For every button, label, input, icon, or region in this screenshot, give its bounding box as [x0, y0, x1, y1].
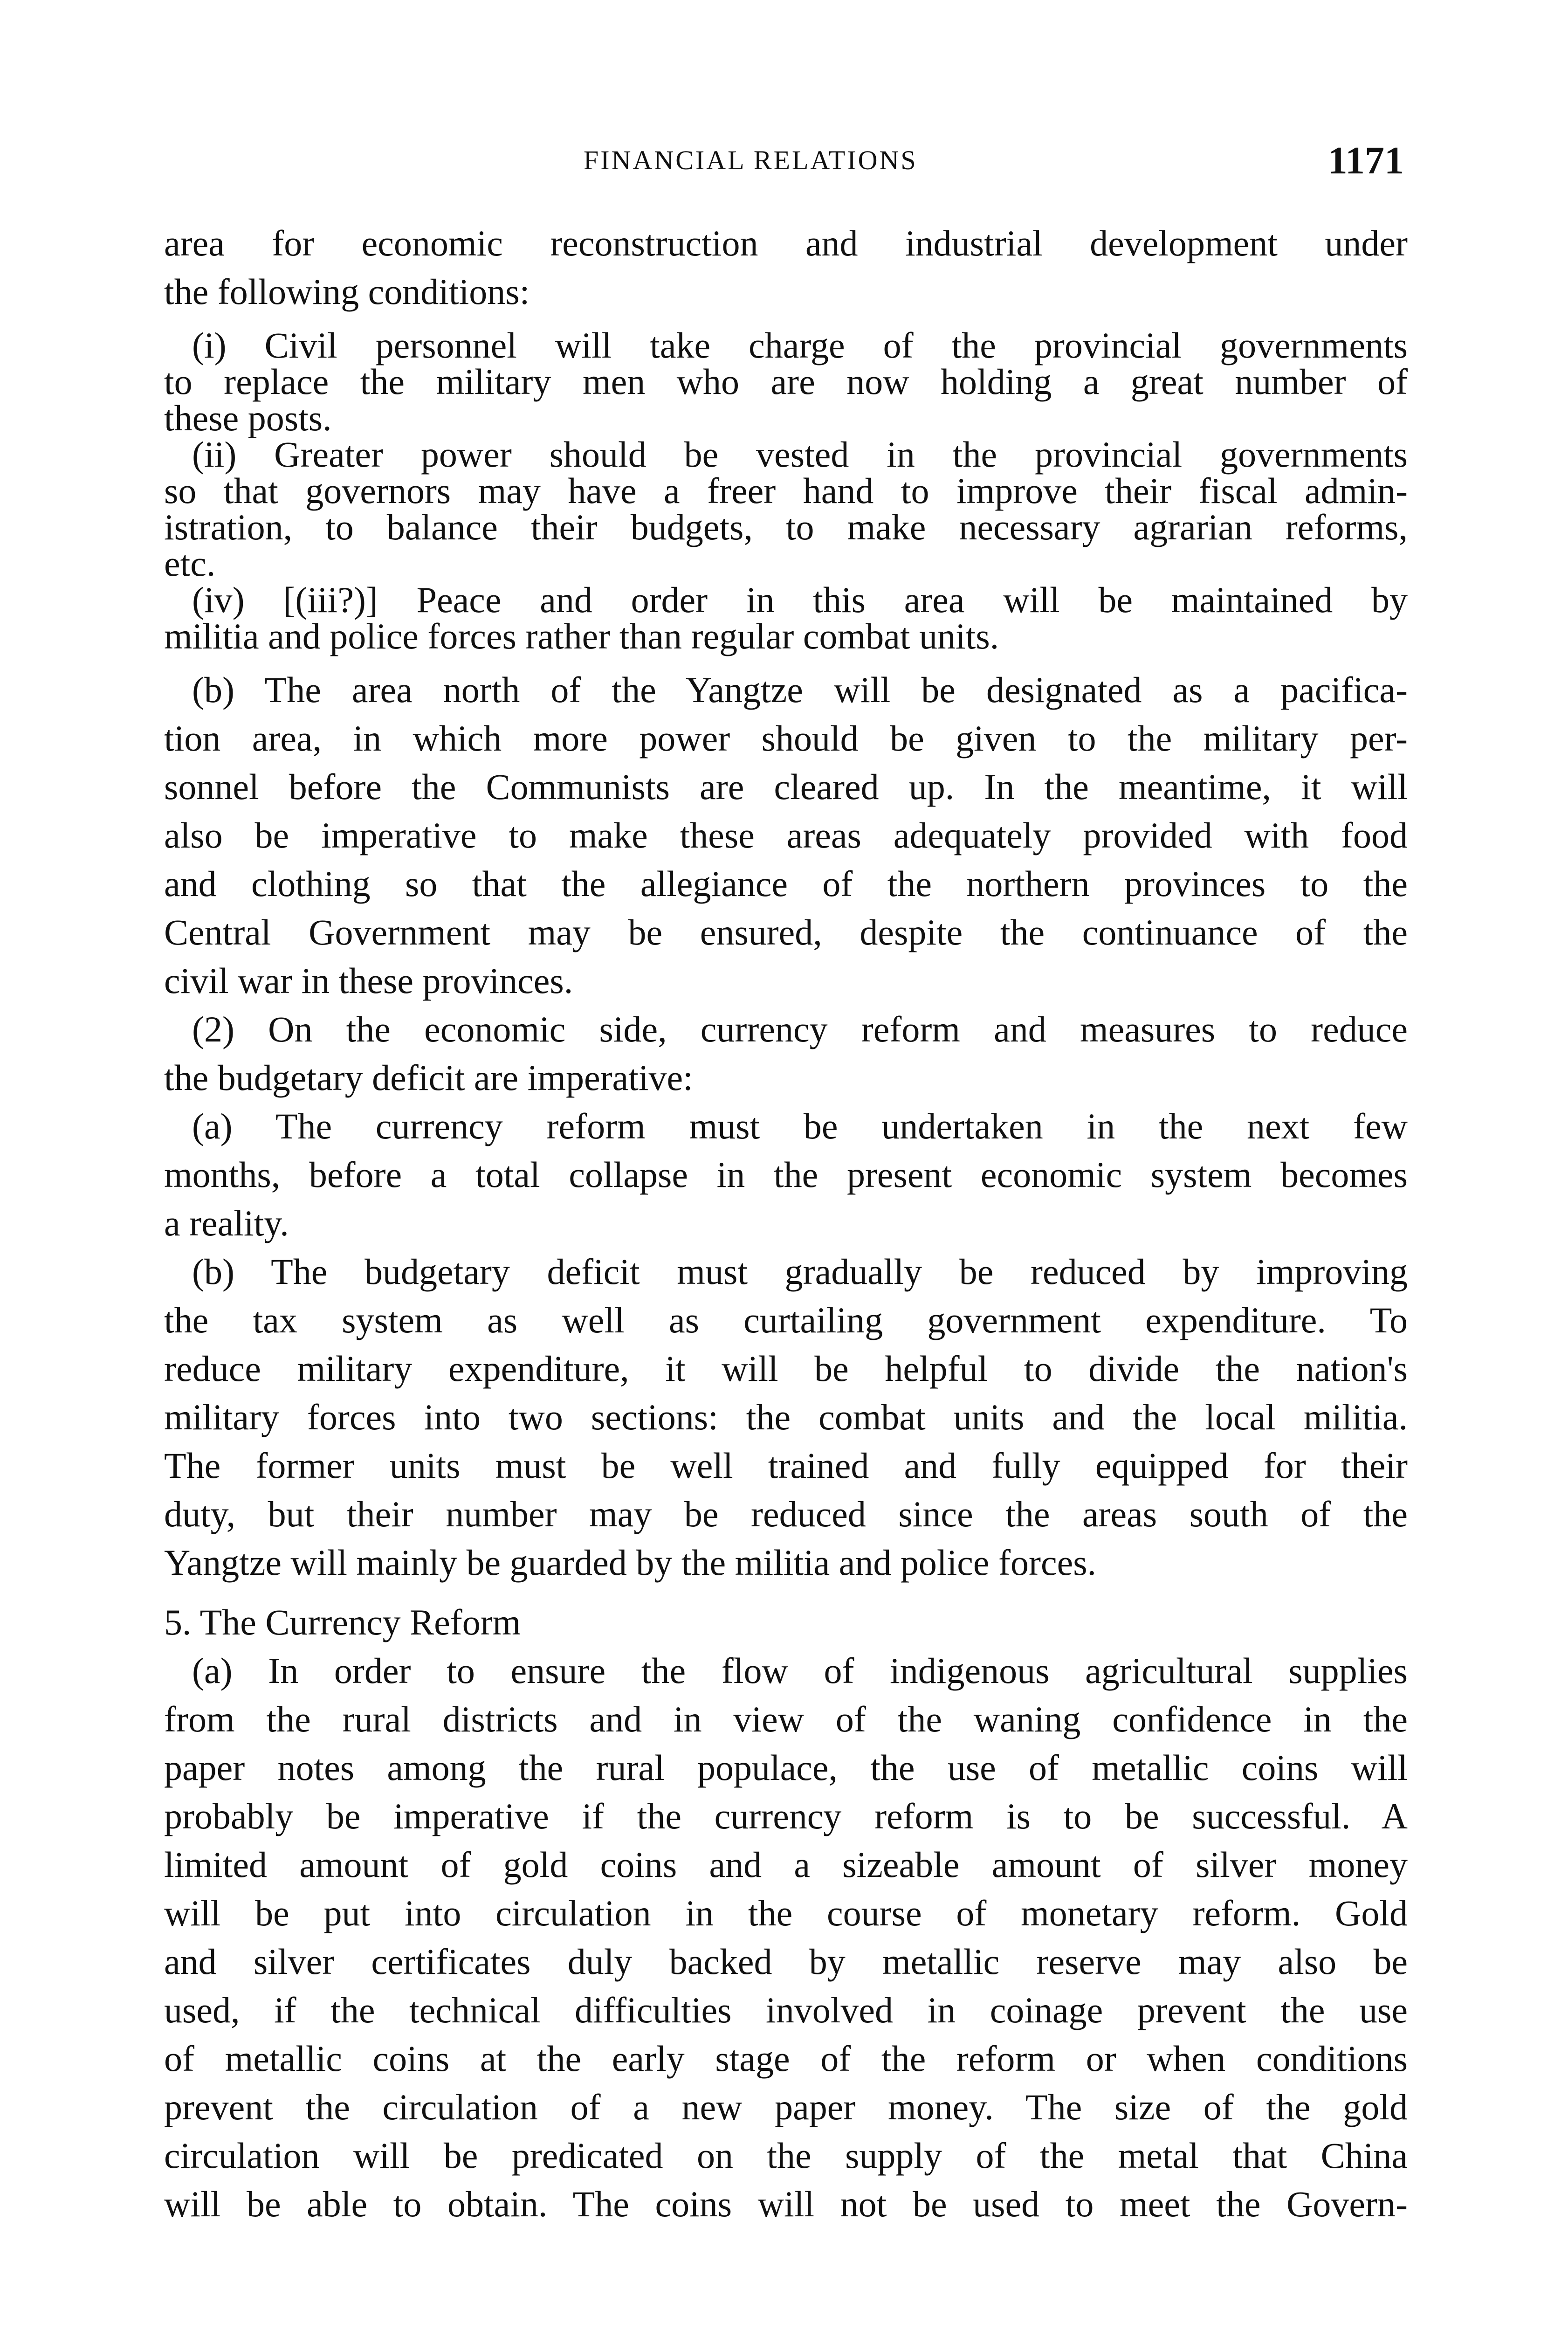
text-line: limited amount of gold coins and a sizeable amount of silver money — [164, 1844, 1408, 1885]
body-text — [164, 219, 1408, 2228]
text-line: (ii) Greater power should be vested in the provincial governments — [192, 434, 1408, 475]
text-line: the following conditions: — [164, 271, 530, 312]
text-line: sonnel before the Communists are cleared up. In the meantime, it will — [164, 766, 1408, 807]
paragraph-gap — [164, 1587, 1408, 1598]
text-line: reduce military expenditure, it will be helpful to divide the nation's — [164, 1348, 1408, 1389]
text-line: etc. — [164, 543, 216, 584]
text-line: (2) On the economic side, currency reform and measures to reduce — [192, 1009, 1408, 1049]
text-line: militia and police forces rather than regular combat units. — [164, 616, 999, 656]
text-line: military forces into two sections: the combat units and the local militia. — [164, 1397, 1408, 1437]
text-line: (a) In order to ensure the flow of indigenous agricultural supplies — [192, 1650, 1408, 1691]
text-line: istration, to balance their budgets, to make necessary agrarian reforms, — [164, 507, 1408, 547]
text-line: probably be imperative if the currency reform is to be successful. A — [164, 1796, 1408, 1836]
text-line: these posts. — [164, 398, 332, 438]
text-line: a reality. — [164, 1203, 289, 1243]
text-line: months, before a total collapse in the present economic system becomes — [164, 1154, 1408, 1195]
text-line: to replace the military men who are now holding a great number of — [164, 361, 1408, 402]
text-line: the tax system as well as curtailing government expenditure. To — [164, 1300, 1408, 1340]
page-number: 1171 — [1327, 139, 1404, 182]
text-line: of metallic coins at the early stage of the reform or when conditions — [164, 2038, 1408, 2079]
text-line: tion area, in which more power should be given to the military per- — [164, 718, 1408, 759]
text-line: the budgetary deficit are imperative: — [164, 1057, 693, 1098]
text-line: and clothing so that the allegiance of the northern provinces to the — [164, 863, 1408, 904]
text-line: also be imperative to make these areas adequately provided with food — [164, 815, 1408, 855]
text-line: (iv) [(iii?)] Peace and order in this area will be maintained by — [192, 579, 1408, 620]
text-line: area for economic reconstruction and industrial development under — [164, 223, 1408, 263]
text-line: civil war in these provinces. — [164, 960, 573, 1001]
text-line: circulation will be predicated on the supply of the metal that China — [164, 2135, 1408, 2176]
text-line: used, if the technical difficulties involved in coinage prevent the use — [164, 1990, 1408, 2030]
text-line: from the rural districts and in view of the waning confidence in the — [164, 1699, 1408, 1739]
text-line: prevent the circulation of a new paper money. The size of the gold — [164, 2087, 1408, 2127]
text-line: Central Government may be ensured, despite the continuance of the — [164, 912, 1408, 952]
text-line: (a) The currency reform must be undertaken in the next few — [192, 1106, 1408, 1146]
text-line: (b) The budgetary deficit must gradually be reduced by improving — [192, 1251, 1408, 1292]
page-header — [164, 140, 1413, 182]
text-line: will be able to obtain. The coins will not be used to meet the Govern- — [164, 2184, 1408, 2224]
text-line: 5. The Currency Reform — [164, 1602, 521, 1642]
text-line: and silver certificates duly backed by metallic reserve may also be — [164, 1941, 1408, 1982]
text-line: duty, but their number may be reduced since the areas south of the — [164, 1494, 1408, 1534]
text-line: (b) The area north of the Yangtze will be designated as a pacifica- — [192, 669, 1408, 710]
text-line: (i) Civil personnel will take charge of the provincial governments — [192, 325, 1408, 366]
text-line: paper notes among the rural populace, the use of metallic coins will — [164, 1747, 1408, 1788]
text-line: The former units must be well trained and fully equipped for their — [164, 1445, 1408, 1486]
text-line: Yangtze will mainly be guarded by the militia and police forces. — [164, 1542, 1097, 1583]
running-head: FINANCIAL RELATIONS — [584, 145, 918, 175]
text-line: will be put into circulation in the course of monetary reform. Gold — [164, 1893, 1408, 1933]
text-line: so that governors may have a freer hand to improve their fiscal admin- — [164, 470, 1408, 511]
